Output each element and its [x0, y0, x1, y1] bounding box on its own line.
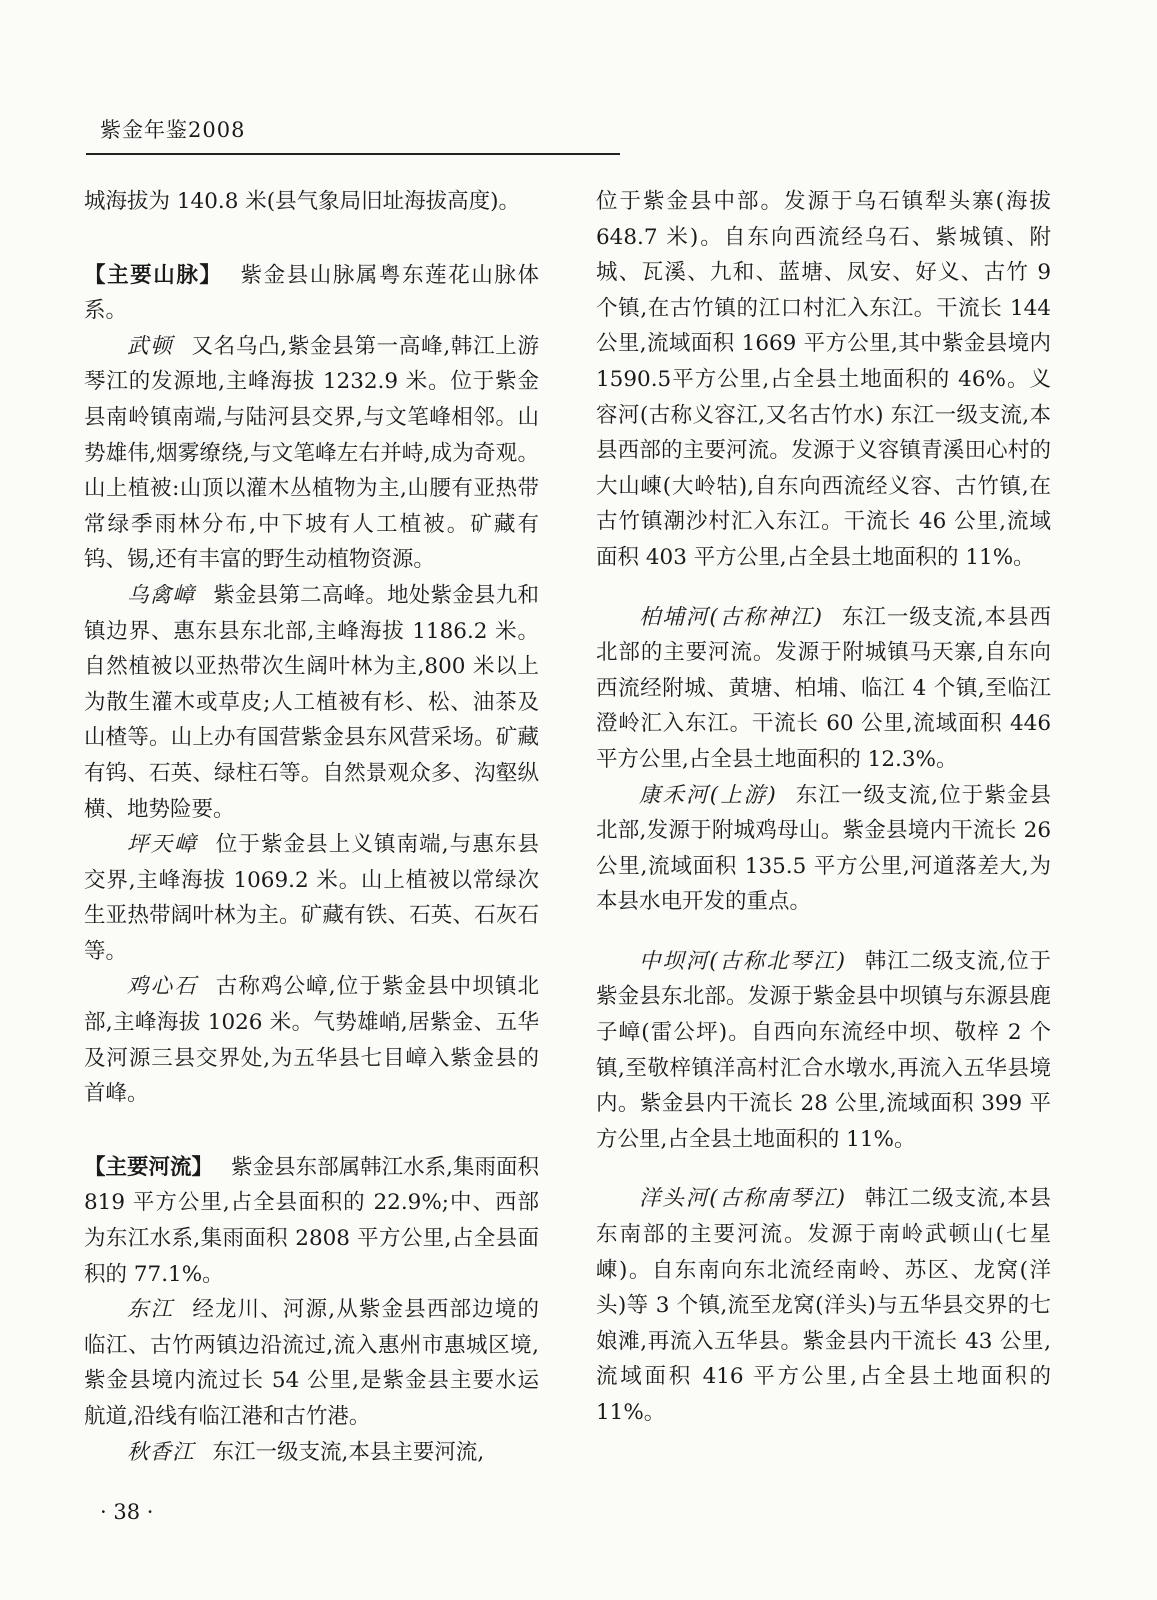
zhongba-text: 韩江二级支流,位于紫金县东北部。发源于紫金县中坝镇与东源县鹿子嶂(雷公坪)。自西向东流经中坝、敬梓 2 个镇,至敬梓镇洋高村汇合水墩水,再流入五华县境内。紫金县内干流长 28 公里,流域面积 399 平方公里,占全县土地面积的 11%。 — [596, 948, 1051, 1152]
paragraph-wudun — [84, 329, 539, 578]
term-qiuxiang: 秋香江 — [127, 1439, 195, 1465]
term-yangtou: 洋头河(古称南琴江) — [639, 1186, 846, 1212]
running-title: 紫金年鉴2008 — [100, 118, 246, 142]
wudun-text: 又名乌凸,紫金县第一高峰,韩江上游琴江的发源地,主峰海拔 1232.9 米。位于紫金县南岭镇南端,与陆河县交界,与文笔峰相邻。山势雄伟,烟雾缭绕,与文笔峰左右并峙,成为奇观。山上植被:山顶以灌木丛植物为主,山腰有亚热带常绿季雨林分布,中下坡有人工植被。矿藏有钨、锡,还有丰富的野生动植物资源。 — [84, 333, 539, 573]
section-heading-rivers: 【主要河流】 — [84, 1154, 214, 1180]
left-column — [84, 184, 539, 1470]
term-wuqin: 乌禽嶂 — [127, 582, 196, 608]
yangtou-text: 韩江二级支流,本县东南部的主要河流。发源于南岭武顿山(七星崠)。自东南向东北流经南岭、苏区、龙窝(洋头)等 3 个镇,流至龙窝(洋头)与五华县交界的七娘滩,再流入五华县。紫金县内干流长 43 公里,流域面积 416 平方公里,占全县土地面积的 11%。 — [596, 1186, 1051, 1425]
page-number: · 38 · — [100, 1500, 154, 1524]
mountains-intro-text: 紫金县山脉属粤东莲花山脉体系。 — [84, 262, 539, 324]
pingtian-text: 位于紫金县上义镇南端,与惠东县交界,主峰海拔 1069.2 米。山上植被以常绿次生亚热带阔叶林为主。矿藏有铁、石英、石灰石等。 — [84, 832, 539, 964]
wuqin-text: 紫金县第二高峰。地处紫金县九和镇边界、惠东县东北部,主峰海拔 1186.2 米。自然植被以亚热带次生阔叶林为主,800 米以上为散生灌木或草皮;人工植被有杉、松、油茶及山楂等。山上办有国营紫金县东风营采场。矿藏有钨、石英、绿柱石等。自然景观众多、沟壑纵横、地势险要。 — [84, 582, 539, 822]
baipu-text: 东江一级支流,本县西北部的主要河流。发源于附城镇马天寨,自东向西流经附城、黄塘、柏埔、临江 4 个镇,至临江澄岭汇入东江。干流长 60 公里,流域面积 446 平方公里,占全县土地面积的 12.3%。 — [596, 604, 1051, 772]
paragraph-qiuxiang-continued: 位于紫金县中部。发源于乌石镇犁头寨(海拔 648.7 米)。自东向西流经乌石、紫城镇、附城、瓦溪、九和、蓝塘、凤安、好义、古竹 9 个镇,在古竹镇的江口村汇入东江。干流长 144 公里,流域面积 1669 平方公里,其中紫金县境内 1590.5平方公里,占全县土地面积的 46%。义容河(古称义容江,又名古竹水) 东江一级支流,本县西部的主要河流。发源于义容镇青溪田心村的大山崠(大岭牯),自东向西流经义容、古竹镇,在古竹镇潮沙村汇入东江。干流长 46 公里,流域面积 403 平方公里,占全县土地面积的 11%。 — [596, 189, 1051, 570]
jixin-text: 古称鸡公嶂,位于紫金县中坝镇北部,主峰海拔 1026 米。气势雄峭,居紫金、五华及河源三县交界处,为五华县七目嶂入紫金县的首峰。 — [84, 974, 539, 1107]
paragraph-qiuxiang — [84, 1435, 539, 1471]
term-pingtian: 坪天嶂 — [127, 832, 198, 858]
term-wudun: 武顿 — [127, 333, 174, 359]
paragraph-dongjiang — [84, 1292, 539, 1434]
term-dongjiang: 东江 — [127, 1297, 175, 1323]
term-zhongba: 中坝河(古称北琴江) — [639, 948, 846, 974]
paragraph-kanghe — [596, 778, 1051, 920]
paragraph-jixin — [84, 969, 539, 1111]
paragraph-baipu — [596, 600, 1051, 778]
header-rule — [86, 153, 620, 155]
paragraph-mountains-intro — [84, 258, 539, 329]
term-jixin: 鸡心石 — [127, 974, 198, 1000]
paragraph-zhongba — [596, 944, 1051, 1158]
dongjiang-text: 经龙川、河源,从紫金县西部边境的临江、古竹两镇边沿流过,流入惠州市惠城区境,紫金县境内流过长 54 公里,是紫金县主要水运航道,沿线有临江港和古竹港。 — [84, 1297, 539, 1429]
paragraph-rivers-intro — [84, 1150, 539, 1292]
right-column — [596, 184, 1051, 1431]
paragraph-county-elevation: 城海拔为 140.8 米(县气象局旧址海拔高度)。 — [84, 189, 520, 214]
section-heading-mountains: 【主要山脉】 — [84, 262, 223, 288]
paragraph-yangtou — [596, 1181, 1051, 1430]
term-kanghe: 康禾河(上游) — [639, 782, 777, 808]
qiuxiang-text: 东江一级支流,本县主要河流, — [212, 1439, 485, 1465]
term-baipu: 柏埔河(古称神江) — [639, 604, 823, 630]
paragraph-wuqin — [84, 578, 539, 827]
rivers-intro-text: 紫金县东部属韩江水系,集雨面积 819 平方公里,占全县面积的 22.9%;中、西部为东江水系,集雨面积 2808 平方公里,占全县面积的 77.1%。 — [84, 1154, 539, 1287]
kanghe-text: 东江一级支流,位于紫金县北部,发源于附城鸡母山。紫金县境内干流长 26 公里,流域面积 135.5 平方公里,河道落差大,为本县水电开发的重点。 — [596, 782, 1052, 915]
paragraph-pingtian — [84, 827, 539, 969]
